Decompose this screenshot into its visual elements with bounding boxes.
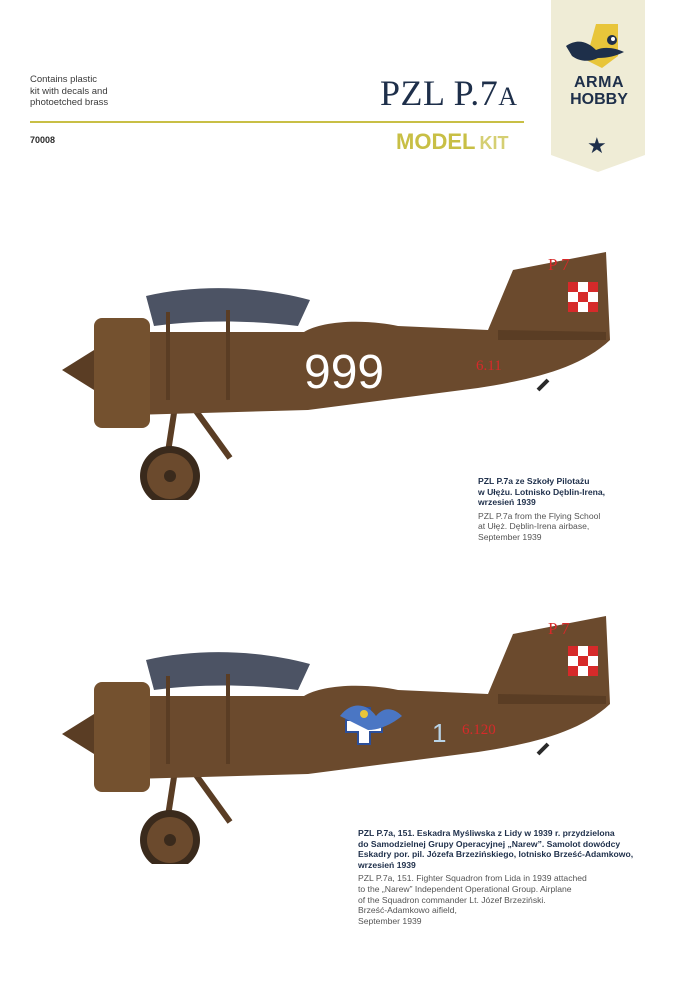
caption-line: September 1939 bbox=[478, 531, 542, 542]
caption-line: of the Squadron commander Lt. Józef Brzeziński. bbox=[358, 894, 546, 905]
caption-line: wrzesień 1939 bbox=[358, 859, 416, 870]
aircraft-profile-2 bbox=[58, 604, 618, 864]
brand-wordmark bbox=[560, 74, 638, 108]
page-title bbox=[380, 72, 530, 114]
kit-description-line: photoetched brass bbox=[30, 97, 109, 108]
serial-number: 6.11 bbox=[476, 358, 502, 374]
caption-line: PZL P.7a ze Szkoły Pilotażu bbox=[478, 476, 590, 486]
serial-number: 6.120 bbox=[462, 722, 496, 738]
caption-english bbox=[478, 511, 688, 543]
aircraft-profile-1 bbox=[58, 240, 618, 500]
brand-line-1: ARMA bbox=[574, 74, 624, 91]
aircraft-caption-1 bbox=[478, 476, 688, 543]
caption-polish bbox=[358, 828, 658, 870]
title-suffix: A bbox=[498, 82, 518, 111]
caption-line: w Ułężu. Lotnisko Dęblin-Irena, bbox=[478, 486, 606, 497]
polish-checkerboard-icon bbox=[568, 646, 598, 676]
aircraft-caption-2 bbox=[358, 828, 658, 926]
header-divider bbox=[30, 121, 524, 123]
caption-english bbox=[358, 873, 658, 926]
caption-line: to the „Narew” Independent Operational Group. Airplane bbox=[358, 883, 572, 894]
aircraft-body bbox=[62, 616, 610, 864]
fuselage-number: 999 bbox=[304, 346, 385, 399]
caption-line: PZL P.7a, 151. Fighter Squadron from Lida in 1939 attached bbox=[358, 873, 587, 884]
caption-polish bbox=[478, 476, 688, 508]
model-word: MODEL bbox=[396, 129, 476, 154]
caption-line: September 1939 bbox=[358, 915, 422, 926]
kit-description-line: Contains plastic bbox=[30, 74, 98, 85]
caption-line: Brześć-Adamkowo aifield, bbox=[358, 905, 457, 916]
caption-line: at Ułęż. Dęblin-Irena airbase, bbox=[478, 521, 590, 532]
model-kit-label bbox=[396, 129, 508, 155]
brand-line-2: HOBBY bbox=[570, 91, 628, 108]
product-code: 70008 bbox=[30, 135, 56, 145]
star-icon: ★ bbox=[587, 133, 607, 158]
caption-line: Eskadry por. pil. Józefa Brzezińskiego, lotnisko Brześć-Adamkowo, bbox=[358, 849, 634, 860]
kit-description-line: kit with decals and bbox=[30, 85, 108, 97]
caption-line: PZL P.7a from the Flying School bbox=[478, 510, 601, 521]
kit-description bbox=[30, 74, 150, 109]
caption-line: PZL P.7a, 151. Eskadra Myśliwska z Lidy w 1939 r. przydzielona bbox=[358, 828, 615, 838]
fuselage-number: 1 bbox=[432, 718, 447, 748]
caption-line: wrzesień 1939 bbox=[478, 497, 536, 508]
tail-code: P 7 bbox=[548, 255, 570, 274]
tail-code: P 7 bbox=[548, 619, 570, 638]
polish-checkerboard-icon bbox=[568, 282, 598, 312]
title-main: PZL P.7 bbox=[380, 73, 499, 113]
kit-word: KIT bbox=[479, 133, 509, 153]
caption-line: do Samodzielnej Grupy Operacyjnej „Narew”. Samolot dowódcy bbox=[358, 838, 621, 849]
